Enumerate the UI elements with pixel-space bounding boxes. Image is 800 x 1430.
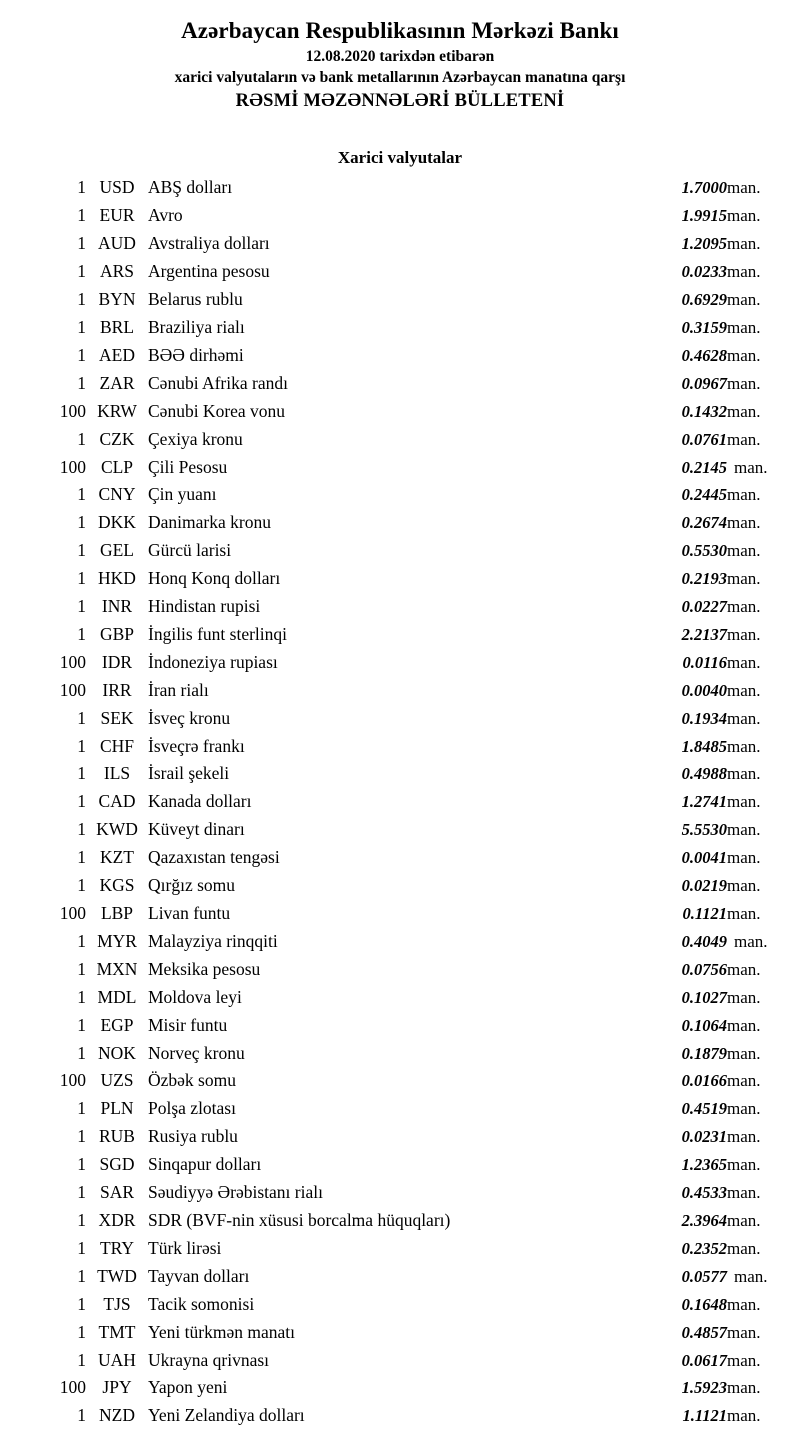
currency-code: XDR xyxy=(98,1209,136,1230)
currency-name: Türk lirəsi xyxy=(148,1237,222,1258)
currency-unit: man. xyxy=(727,764,761,784)
currency-rate: 1.1121 xyxy=(682,1406,727,1426)
currency-code: CHF xyxy=(99,735,135,756)
currency-name: İngilis funt sterlinqi xyxy=(148,623,288,644)
currency-rate: 2.3964 xyxy=(681,1210,727,1230)
currency-name: Cənubi Korea vonu xyxy=(148,400,286,421)
currency-name: Küveyt dinarı xyxy=(148,819,245,840)
currency-rate: 0.0967 xyxy=(681,373,727,393)
table-row xyxy=(0,342,800,370)
currency-quantity: 100 xyxy=(59,903,86,923)
currency-quantity: 1 xyxy=(77,596,86,617)
effective-date-line: 12.08.2020 tarixdən etibarən xyxy=(305,48,495,66)
currency-code: UAH xyxy=(98,1349,136,1370)
currency-quantity: 1 xyxy=(77,1293,86,1314)
currency-unit: man. xyxy=(727,1043,761,1063)
currency-code: USD xyxy=(99,177,135,198)
currency-name: Livan funtu xyxy=(148,903,231,923)
table-row xyxy=(0,230,800,258)
currency-code: NZD xyxy=(99,1405,135,1426)
table-row xyxy=(0,174,800,202)
currency-rate: 0.2352 xyxy=(681,1238,727,1258)
document-header xyxy=(0,18,800,112)
table-row xyxy=(0,1402,800,1430)
currency-unit: man. xyxy=(727,429,761,449)
table-row xyxy=(0,1067,800,1095)
currency-rate: 0.0231 xyxy=(681,1127,727,1147)
currency-unit: man. xyxy=(734,457,768,477)
table-row xyxy=(0,370,800,398)
currency-rates-table xyxy=(0,174,800,1430)
currency-code: KGS xyxy=(99,875,135,896)
currency-quantity: 1 xyxy=(77,958,86,979)
currency-code: CNY xyxy=(98,484,136,505)
currency-rate: 0.0577 xyxy=(681,1266,727,1286)
currency-rate: 1.2365 xyxy=(681,1155,727,1175)
currency-quantity: 1 xyxy=(77,1042,86,1063)
table-row xyxy=(0,1235,800,1263)
currency-quantity: 1 xyxy=(77,847,86,868)
table-row xyxy=(0,565,800,593)
currency-unit: man. xyxy=(727,1406,761,1426)
currency-quantity: 1 xyxy=(77,763,86,784)
currency-rate: 0.2193 xyxy=(681,569,727,589)
currency-quantity: 1 xyxy=(77,623,86,644)
table-row xyxy=(0,1374,800,1402)
currency-name: Yeni Zelandiya dolları xyxy=(148,1405,305,1426)
table-row xyxy=(0,788,800,816)
currency-unit: man. xyxy=(727,1099,761,1119)
table-row xyxy=(0,649,800,677)
currency-unit: man. xyxy=(727,1378,761,1398)
currency-unit: man. xyxy=(727,541,761,561)
currency-rate: 1.2095 xyxy=(681,234,727,254)
currency-quantity: 100 xyxy=(59,651,86,672)
currency-code: KZT xyxy=(99,847,135,868)
currency-unit: man. xyxy=(727,597,761,617)
currency-name: İsveç kronu xyxy=(148,707,231,728)
currency-quantity: 1 xyxy=(77,1126,86,1147)
currency-name: Tayvan dolları xyxy=(148,1265,250,1286)
currency-quantity: 1 xyxy=(77,289,86,310)
currency-quantity: 1 xyxy=(77,568,86,589)
currency-unit: man. xyxy=(727,290,761,310)
currency-quantity: 1 xyxy=(77,261,86,282)
currency-name: Çexiya kronu xyxy=(148,428,243,449)
currency-code: PLN xyxy=(100,1098,134,1119)
currency-quantity: 1 xyxy=(77,1098,86,1119)
currency-quantity: 100 xyxy=(59,1070,86,1091)
currency-code: CZK xyxy=(99,428,135,449)
currency-unit: man. xyxy=(734,931,768,951)
currency-name: Kanada dolları xyxy=(148,791,252,812)
table-row xyxy=(0,1263,800,1291)
currency-code: RUB xyxy=(99,1126,135,1147)
currency-code: DKK xyxy=(98,512,136,533)
currency-code: ZAR xyxy=(99,372,135,393)
currency-code: HKD xyxy=(98,568,136,589)
currency-name: Argentina pesosu xyxy=(148,261,270,282)
currency-code: SEK xyxy=(100,707,134,728)
currency-name: Səudiyyə Ərəbistanı rialı xyxy=(148,1182,323,1203)
currency-quantity: 1 xyxy=(77,875,86,896)
currency-code: NOK xyxy=(98,1042,136,1063)
currency-name: Gürcü larisi xyxy=(148,540,232,561)
currency-unit: man. xyxy=(727,234,761,254)
currency-rate: 0.3159 xyxy=(681,317,727,337)
table-row xyxy=(0,928,800,956)
currency-quantity: 1 xyxy=(77,930,86,951)
currency-name: İndoneziya rupiası xyxy=(148,651,278,672)
currency-name: Moldova leyi xyxy=(148,986,242,1007)
table-row xyxy=(0,314,800,342)
table-row xyxy=(0,984,800,1012)
currency-code: BRL xyxy=(99,316,135,337)
currency-code: AED xyxy=(99,344,135,365)
currency-code: SGD xyxy=(99,1154,135,1175)
currency-quantity: 1 xyxy=(77,1405,86,1426)
table-row xyxy=(0,844,800,872)
currency-code: EGP xyxy=(100,1014,134,1035)
currency-unit: man. xyxy=(727,1238,761,1258)
table-row xyxy=(0,956,800,984)
table-row xyxy=(0,1207,800,1235)
table-row xyxy=(0,705,800,733)
currency-rate: 1.2741 xyxy=(681,792,727,812)
currency-unit: man. xyxy=(727,624,761,644)
currency-quantity: 100 xyxy=(59,1377,86,1398)
currency-quantity: 100 xyxy=(59,400,86,421)
currency-code: LBP xyxy=(100,903,134,923)
currency-name: ABŞ dolları xyxy=(148,177,233,198)
currency-name: Danimarka kronu xyxy=(148,512,271,533)
currency-name: Çili Pesosu xyxy=(148,456,228,477)
currency-code: ILS xyxy=(103,763,131,784)
currency-rate: 0.0756 xyxy=(681,959,727,979)
currency-rate: 0.2674 xyxy=(681,513,727,533)
currency-name: BƏƏ dirhəmi xyxy=(148,344,244,365)
currency-rate: 0.1879 xyxy=(681,1043,727,1063)
currency-code: BYN xyxy=(98,289,136,310)
currency-quantity: 1 xyxy=(77,540,86,561)
currency-code: MDL xyxy=(97,986,137,1007)
currency-quantity: 1 xyxy=(77,177,86,198)
table-row xyxy=(0,1040,800,1068)
currency-unit: man. xyxy=(727,876,761,896)
currency-code: CAD xyxy=(98,791,136,812)
currency-unit: man. xyxy=(727,792,761,812)
currency-rate: 0.0233 xyxy=(681,262,727,282)
currency-code: KWD xyxy=(96,819,138,840)
currency-unit: man. xyxy=(727,1015,761,1035)
currency-unit: man. xyxy=(727,513,761,533)
table-row xyxy=(0,1012,800,1040)
currency-code: IDR xyxy=(101,651,133,672)
currency-unit: man. xyxy=(727,904,761,923)
table-row xyxy=(0,677,800,705)
currency-code: SAR xyxy=(99,1182,135,1203)
table-row xyxy=(0,509,800,537)
currency-quantity: 1 xyxy=(77,1014,86,1035)
currency-quantity: 1 xyxy=(77,791,86,812)
bulletin-heading: RƏSMİ MƏZƏNNƏLƏRİ BÜLLETENİ xyxy=(235,91,565,112)
table-row xyxy=(0,258,800,286)
currency-unit: man. xyxy=(727,569,761,589)
currency-unit: man. xyxy=(727,206,761,226)
currency-name: Qazaxıstan tengəsi xyxy=(148,847,280,868)
currency-code: TWD xyxy=(97,1265,137,1286)
currency-unit: man. xyxy=(727,1350,761,1370)
currency-rate: 1.7000 xyxy=(681,178,727,198)
table-row xyxy=(0,1151,800,1179)
currency-unit: man. xyxy=(727,820,761,840)
currency-name: Belarus rublu xyxy=(148,289,243,310)
currency-rate: 0.0041 xyxy=(681,848,727,868)
table-row xyxy=(0,816,800,844)
currency-rate: 0.4049 xyxy=(681,931,727,951)
currency-quantity: 100 xyxy=(59,679,86,700)
currency-quantity: 1 xyxy=(77,1265,86,1286)
table-row xyxy=(0,1123,800,1151)
currency-unit: man. xyxy=(734,1266,768,1286)
currency-name: SDR (BVF-nin xüsusi borcalma hüquqları) xyxy=(148,1209,451,1230)
currency-rate: 0.1027 xyxy=(681,987,727,1007)
currency-name: Tacik somonisi xyxy=(148,1293,255,1314)
currency-unit: man. xyxy=(727,1155,761,1175)
currency-quantity: 1 xyxy=(77,1237,86,1258)
currency-code: TRY xyxy=(99,1237,135,1258)
currency-quantity: 1 xyxy=(77,344,86,365)
currency-rate: 5.5530 xyxy=(681,820,727,840)
currency-unit: man. xyxy=(727,736,761,756)
currency-rate: 0.4628 xyxy=(681,345,727,365)
currency-code: ARS xyxy=(99,261,135,282)
currency-unit: man. xyxy=(727,1127,761,1147)
currency-unit: man. xyxy=(727,680,761,700)
currency-name: Sinqapur dolları xyxy=(148,1154,262,1175)
currency-name: Çin yuanı xyxy=(148,484,217,505)
currency-quantity: 1 xyxy=(77,205,86,226)
currency-unit: man. xyxy=(727,959,761,979)
currency-name: Avstraliya dolları xyxy=(148,233,270,254)
currency-unit: man. xyxy=(727,1071,761,1091)
currency-unit: man. xyxy=(727,178,761,198)
currency-rate: 0.1064 xyxy=(681,1015,727,1035)
currency-unit: man. xyxy=(727,1210,761,1230)
currency-quantity: 100 xyxy=(59,456,86,477)
currency-name: İsrail şekeli xyxy=(148,763,230,784)
currency-unit: man. xyxy=(727,652,761,672)
currency-rate: 0.6929 xyxy=(681,290,727,310)
currency-quantity: 1 xyxy=(77,1154,86,1175)
currency-name: Hindistan rupisi xyxy=(148,596,261,617)
currency-code: KRW xyxy=(97,400,137,421)
currency-rate: 0.2145 xyxy=(681,457,727,477)
currency-quantity: 1 xyxy=(77,316,86,337)
currency-code: CLP xyxy=(100,456,134,477)
currency-rate: 0.1432 xyxy=(681,401,727,421)
currency-code: TJS xyxy=(103,1293,131,1314)
currency-name: Özbək somu xyxy=(148,1070,236,1091)
table-row xyxy=(0,621,800,649)
currency-rate: 0.1934 xyxy=(681,708,727,728)
table-row xyxy=(0,537,800,565)
section-title-foreign-currencies: Xarici valyutalar xyxy=(337,148,463,168)
currency-rate: 0.0116 xyxy=(682,652,727,672)
currency-rate: 0.5530 xyxy=(681,541,727,561)
currency-rate: 1.9915 xyxy=(681,206,727,226)
table-row xyxy=(0,202,800,230)
currency-quantity: 1 xyxy=(77,1349,86,1370)
table-row xyxy=(0,398,800,426)
currency-name: İsveçrə frankı xyxy=(148,735,245,756)
currency-name: Norveç kronu xyxy=(148,1042,245,1063)
currency-name: Rusiya rublu xyxy=(148,1126,238,1147)
currency-name: Malayziya rinqqiti xyxy=(148,930,278,951)
currency-name: Yeni türkmən manatı xyxy=(148,1321,295,1342)
table-row xyxy=(0,760,800,788)
currency-code: MYR xyxy=(97,930,137,951)
currency-unit: man. xyxy=(727,401,761,421)
currency-rate: 0.1121 xyxy=(682,904,727,923)
currency-code: UZS xyxy=(100,1070,134,1091)
currency-rate: 0.4857 xyxy=(681,1322,727,1342)
currency-name: Qırğız somu xyxy=(148,875,236,896)
currency-code: AUD xyxy=(98,233,136,254)
currency-quantity: 1 xyxy=(77,1182,86,1203)
currency-unit: man. xyxy=(727,708,761,728)
currency-unit: man. xyxy=(727,848,761,868)
currency-quantity: 1 xyxy=(77,707,86,728)
currency-rate: 0.0219 xyxy=(681,876,727,896)
currency-quantity: 1 xyxy=(77,1321,86,1342)
currency-unit: man. xyxy=(727,485,761,505)
currency-quantity: 1 xyxy=(77,428,86,449)
currency-rate: 0.0617 xyxy=(681,1350,727,1370)
currency-name: Honq Konq dolları xyxy=(148,568,281,589)
table-row xyxy=(0,481,800,509)
currency-rate: 0.4988 xyxy=(681,764,727,784)
table-row xyxy=(0,1179,800,1207)
document-subtitle: xarici valyutaların və bank metallarının Azərbaycan manatına qarşı xyxy=(174,69,626,87)
currency-code: INR xyxy=(101,596,133,617)
currency-name: Yapon yeni xyxy=(148,1377,228,1398)
currency-unit: man. xyxy=(727,345,761,365)
currency-quantity: 1 xyxy=(77,735,86,756)
currency-rate: 0.0040 xyxy=(681,680,727,700)
currency-quantity: 1 xyxy=(77,986,86,1007)
table-row xyxy=(0,593,800,621)
currency-code: JPY xyxy=(102,1377,132,1398)
table-row xyxy=(0,426,800,454)
currency-name: Misir funtu xyxy=(148,1014,228,1035)
currency-code: IRR xyxy=(102,679,132,700)
currency-quantity: 1 xyxy=(77,512,86,533)
currency-unit: man. xyxy=(727,1322,761,1342)
currency-rate: 1.8485 xyxy=(681,736,727,756)
currency-code: GEL xyxy=(99,540,135,561)
currency-unit: man. xyxy=(727,987,761,1007)
currency-quantity: 1 xyxy=(77,233,86,254)
currency-rates-body xyxy=(0,174,800,1430)
currency-name: Meksika pesosu xyxy=(148,958,261,979)
currency-code: GBP xyxy=(99,623,135,644)
currency-rate: 0.0761 xyxy=(681,429,727,449)
currency-unit: man. xyxy=(727,373,761,393)
table-row xyxy=(0,454,800,482)
currency-rate: 2.2137 xyxy=(681,624,727,644)
currency-rate: 0.4533 xyxy=(681,1183,727,1203)
table-row xyxy=(0,1291,800,1319)
currency-name: Avro xyxy=(148,205,183,226)
currency-name: Ukrayna qrivnası xyxy=(148,1349,270,1370)
currency-quantity: 1 xyxy=(77,484,86,505)
currency-rate: 1.5923 xyxy=(681,1378,727,1398)
table-row xyxy=(0,1347,800,1375)
table-row xyxy=(0,872,800,900)
currency-quantity: 1 xyxy=(77,372,86,393)
currency-quantity: 1 xyxy=(77,819,86,840)
table-row xyxy=(0,733,800,761)
currency-rate: 0.0166 xyxy=(681,1071,727,1091)
table-row xyxy=(0,1095,800,1123)
currency-code: EUR xyxy=(99,205,135,226)
bank-title: Azərbaycan Respublikasının Mərkəzi Bankı xyxy=(181,18,619,43)
currency-name: Cənubi Afrika randı xyxy=(148,372,288,393)
currency-rate: 0.0227 xyxy=(681,597,727,617)
currency-unit: man. xyxy=(727,1183,761,1203)
table-row xyxy=(0,900,800,928)
currency-name: Braziliya rialı xyxy=(148,316,245,337)
table-row xyxy=(0,1319,800,1347)
currency-rate: 0.2445 xyxy=(681,485,727,505)
currency-code: MXN xyxy=(96,958,138,979)
currency-rate: 0.4519 xyxy=(681,1099,727,1119)
table-row xyxy=(0,286,800,314)
currency-quantity: 1 xyxy=(77,1209,86,1230)
currency-code: TMT xyxy=(98,1321,136,1342)
currency-name: Polşa zlotası xyxy=(148,1098,236,1119)
currency-unit: man. xyxy=(727,317,761,337)
currency-rate: 0.1648 xyxy=(681,1294,727,1314)
currency-unit: man. xyxy=(727,262,761,282)
currency-unit: man. xyxy=(727,1294,761,1314)
currency-name: İran rialı xyxy=(148,679,209,700)
